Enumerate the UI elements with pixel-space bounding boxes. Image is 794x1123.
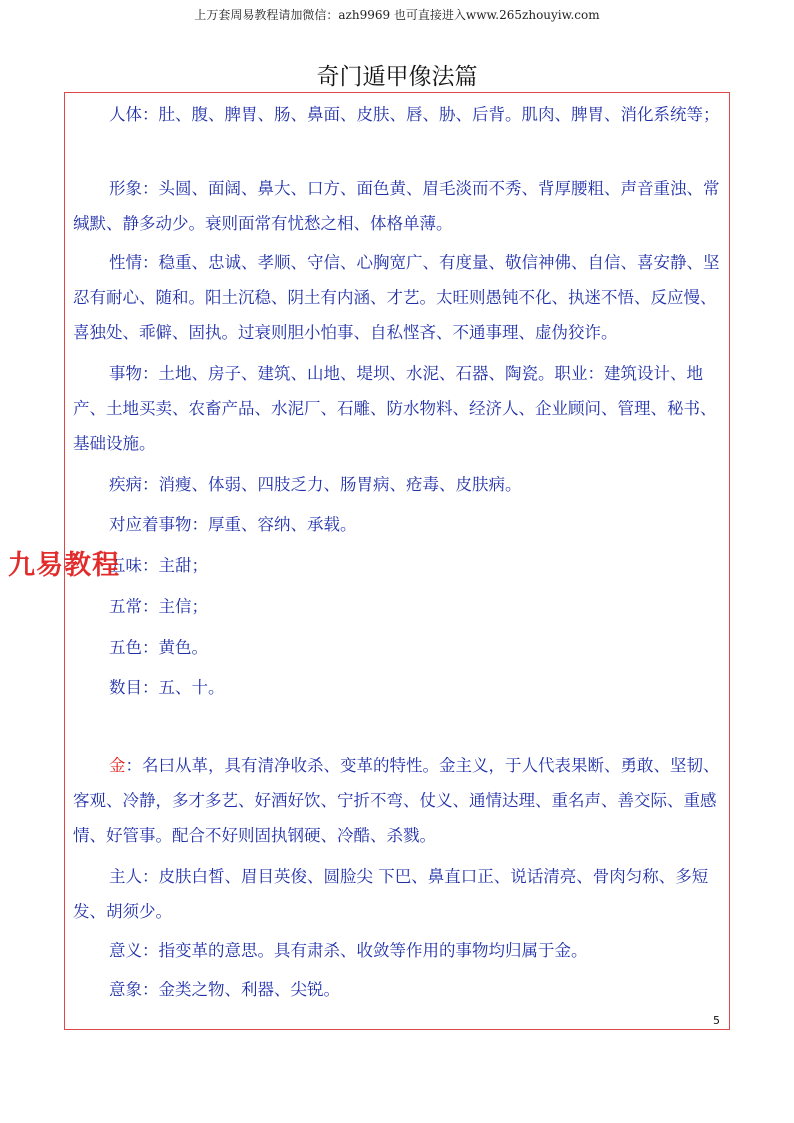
page-title: 奇门遁甲像法篇 [316, 64, 478, 90]
earth-things-paragraph: 事物：土地、房子、建筑、山地、堤坝、水泥、石器、陶瓷。职业：建筑设计、地产、土地买卖、农畜产品、水泥厂、石雕、防水物料、经济人、企业顾问、管理、秘书、基础设施。 [73, 364, 717, 453]
earth-temperament-paragraph: 性情：稳重、忠诚、孝顺、守信、心胸宽广、有度量、敬信神佛、自信、喜安静、坚忍有耐心、随和。阳土沉稳、阴土有内涵、才艺。太旺则愚钝不化、执迷不悟、反应慢、喜独处、乖僻、固执。过衰则胆小怕事、自私悭吝、不通事理、虚伪狡诈。 [73, 253, 720, 342]
earth-disease-paragraph: 疾病：消瘦、体弱、四肢乏力、肠胃病、疮毒、皮肤病。 [109, 475, 522, 494]
earth-correspond-paragraph: 对应着事物：厚重、容纳、承载。 [109, 515, 357, 534]
watermark-logo: 九易教程 [8, 550, 120, 581]
metal-intro-paragraph [73, 748, 721, 853]
header-note: 上万套周易教程请加微信：azh9969 也可直接进入www.265zhouyiw.com [194, 8, 600, 22]
metal-intro-text: ：名曰从革，具有清净收杀、变革的特性。金主义，于人代表果断、勇敢、坚韧、客观、冷静，多才多艺、好酒好饮、宁折不弯、仗义、通情达理、重名声、善交际、重感情、好管事。配合不好则固执钢硬、冷酷、杀戮。 [73, 756, 720, 845]
content-frame [64, 92, 730, 1030]
metal-meaning-paragraph: 意义：指变革的意思。具有肃杀、收敛等作用的事物均归属于金。 [109, 941, 588, 960]
metal-imagery-paragraph: 意象：金类之物、利器、尖锐。 [109, 980, 340, 999]
earth-body-paragraph: 人体：肚、腹、脾胃、肠、鼻面、皮肤、唇、胁、后背。肌肉、脾胃、消化系统等； [109, 105, 720, 124]
metal-keyword: 金 [109, 756, 126, 775]
earth-color-paragraph: 五色：黄色。 [109, 638, 208, 657]
page-number: 5 [713, 1014, 720, 1027]
metal-master-paragraph: 主人：皮肤白皙、眉目英俊、圆脸尖 下巴、鼻直口正、说话清亮、骨肉匀称、多短发、胡须少。 [73, 867, 709, 921]
earth-appearance-paragraph: 形象：头圆、面阔、鼻大、口方、面色黄、眉毛淡而不秀、背厚腰粗、声音重浊、常缄默、静多动少。衰则面常有忧愁之相、体格单薄。 [73, 179, 720, 233]
earth-number-paragraph: 数目：五、十。 [109, 678, 225, 697]
earth-virtue-paragraph: 五常：主信； [109, 597, 208, 616]
earth-taste-paragraph: 五味：主甜； [109, 556, 208, 575]
